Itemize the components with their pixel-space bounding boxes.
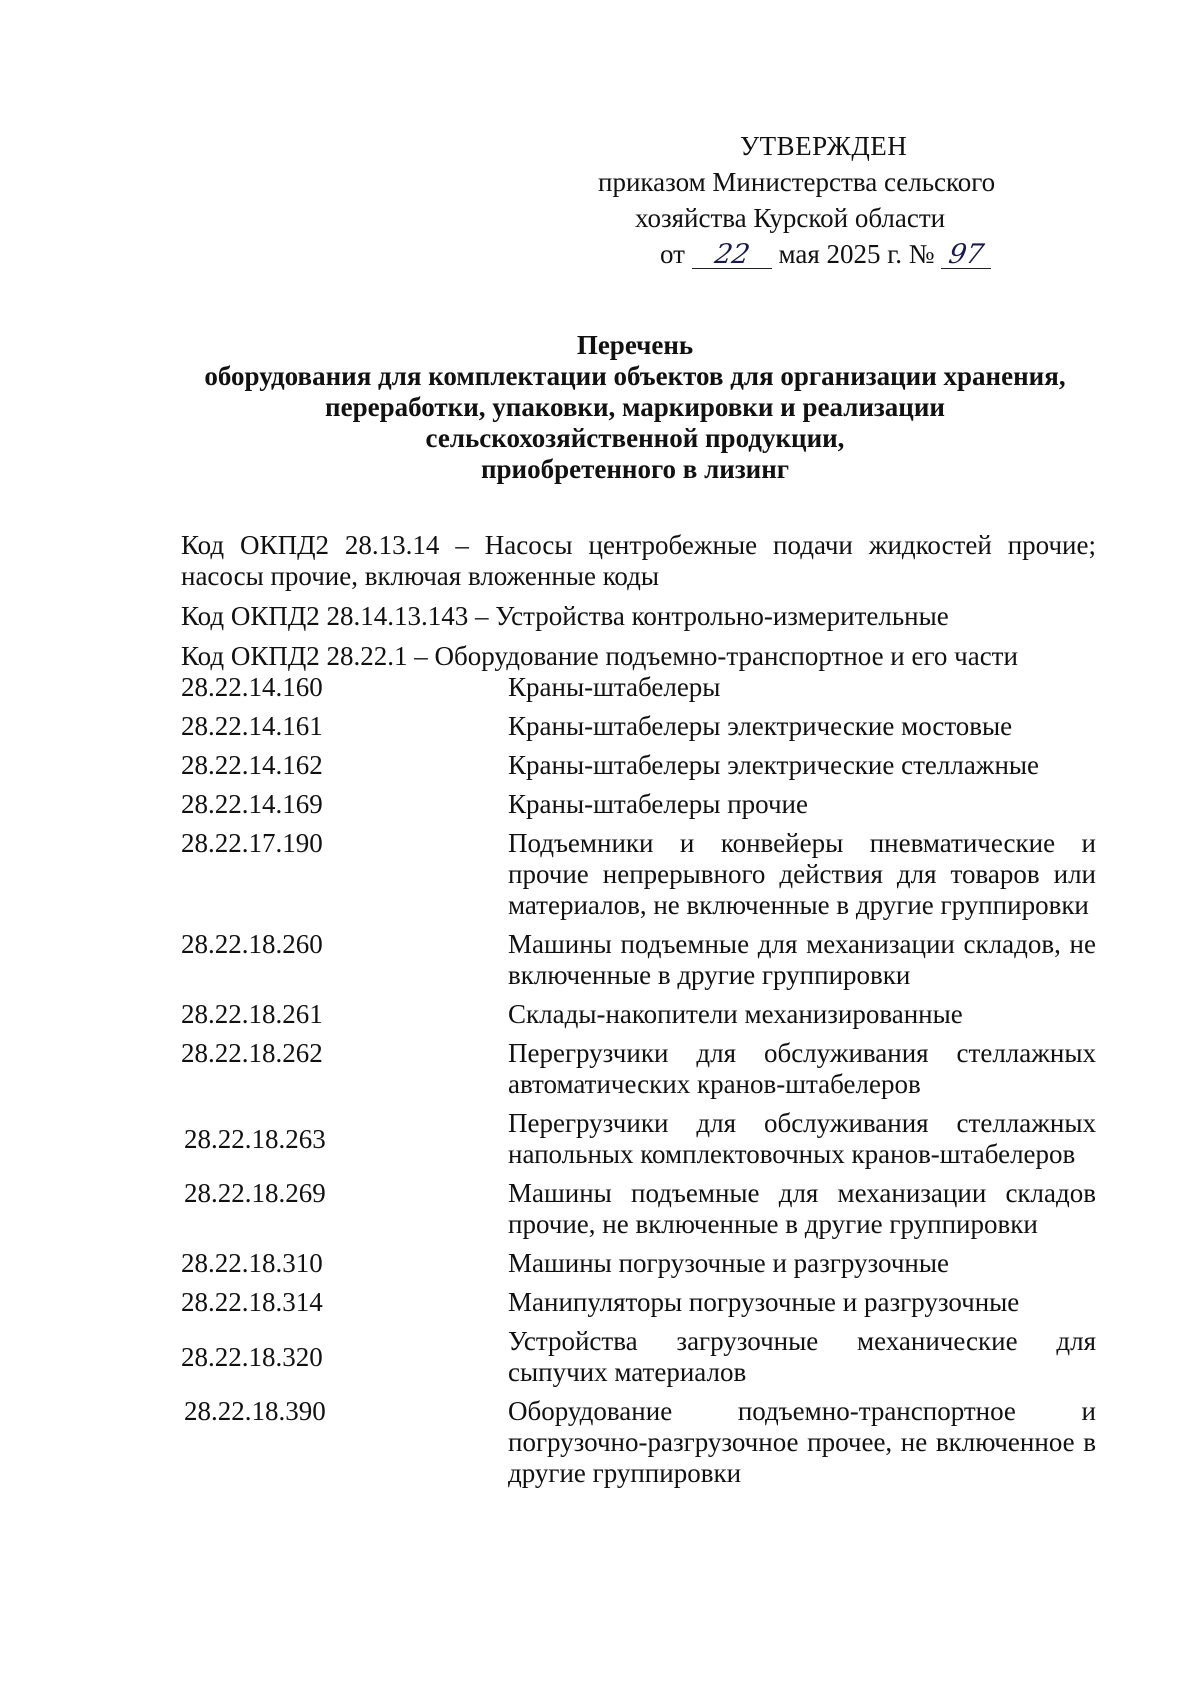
document-title <box>0 330 1200 485</box>
list-item <box>181 750 1096 781</box>
item-description: Машины погрузочные и разгрузочные <box>508 1248 949 1278</box>
list-item <box>181 828 1096 921</box>
equipment-list <box>181 672 1096 1497</box>
title-line-2: оборудования для комплектации объектов для организации хранения, <box>204 361 1066 391</box>
month-year: мая 2025 г. № <box>778 239 935 269</box>
item-description: Машины подъемные для механизации складов, не включенные в другие группировки <box>508 929 1096 990</box>
item-description: Манипуляторы погрузочные и разгрузочные <box>508 1287 1020 1317</box>
item-code: 28.22.14.169 <box>181 789 323 819</box>
approval-block <box>580 128 1060 272</box>
title-line-1: Перечень <box>576 330 694 360</box>
okpd-code-paragraph: Код ОКПД2 28.22.1 – Оборудование подъемно-транспортное и его части <box>181 641 1018 671</box>
list-item <box>181 1396 1096 1489</box>
list-item <box>181 929 1096 991</box>
list-item <box>181 1178 1096 1240</box>
list-item <box>181 999 1096 1030</box>
item-description: Перегрузчики для обслуживания стеллажных напольных комплектовочных кранов-штабелеров <box>508 1108 1096 1169</box>
approval-ministry-line: хозяйства Курской области <box>635 203 946 233</box>
list-item <box>181 711 1096 742</box>
date-prefix: от <box>660 239 685 269</box>
title-line-5: приобретенного в лизинг <box>480 454 790 484</box>
item-code: 28.22.14.160 <box>181 672 323 702</box>
item-description: Устройства загрузочные механические для сыпучих материалов <box>508 1326 1096 1387</box>
item-code: 28.22.18.261 <box>181 999 323 1029</box>
item-code: 28.22.18.269 <box>184 1178 326 1208</box>
list-item <box>181 1108 1096 1170</box>
okpd-code-paragraph: Код ОКПД2 28.14.13.143 – Устройства контрольно-измерительные <box>181 601 949 631</box>
title-line-4: сельскохозяйственной продукции, <box>425 423 845 453</box>
list-item <box>181 1038 1096 1100</box>
item-code: 28.22.18.260 <box>181 929 323 959</box>
item-description: Краны-штабелеры прочие <box>508 789 808 819</box>
item-description: Краны-штабелеры <box>508 672 721 702</box>
list-item <box>181 1248 1096 1279</box>
handwritten-day: 22 <box>711 239 752 270</box>
list-item <box>181 672 1096 703</box>
item-description: Перегрузчики для обслуживания стеллажных автоматических кранов-штабелеров <box>508 1038 1096 1099</box>
list-item <box>181 1326 1096 1388</box>
title-line-3: переработки, упаковки, маркировки и реализации <box>325 392 945 422</box>
item-description: Подъемники и конвейеры пневматические и прочие непрерывного действия для товаров или материалов, не включенные в другие группировки <box>508 828 1096 920</box>
item-description: Оборудование подъемно-транспортное и погрузочно-разгрузочное прочее, не включенное в другие группировки <box>508 1396 1096 1488</box>
okpd-code-paragraph: Код ОКПД2 28.13.14 – Насосы центробежные подачи жидкостей прочие; насосы прочие, включая вложенные коды <box>181 530 1096 591</box>
item-code: 28.22.18.263 <box>184 1123 326 1154</box>
item-code: 28.22.18.314 <box>181 1287 323 1317</box>
list-item <box>181 789 1096 820</box>
item-description: Машины подъемные для механизации складов прочие, не включенные в другие группировки <box>508 1178 1096 1239</box>
approval-date-line <box>580 236 1060 272</box>
item-description: Краны-штабелеры электрические мостовые <box>508 711 1013 741</box>
okpd-codes-section <box>181 530 1096 681</box>
day-blank <box>692 236 772 269</box>
item-code: 28.22.14.162 <box>181 750 323 780</box>
item-code: 28.22.14.161 <box>181 711 323 741</box>
handwritten-number: 97 <box>946 239 987 270</box>
approval-title: УТВЕРЖДЕН <box>740 131 908 161</box>
item-code: 28.22.18.390 <box>184 1396 326 1426</box>
item-code: 28.22.18.262 <box>181 1038 323 1068</box>
number-blank <box>941 236 991 269</box>
item-code: 28.22.17.190 <box>181 828 323 858</box>
approval-order-line: приказом Министерства сельского <box>598 167 996 197</box>
item-description: Краны-штабелеры электрические стеллажные <box>508 750 1040 780</box>
list-item <box>181 1287 1096 1318</box>
item-description: Склады-накопители механизированные <box>508 999 963 1029</box>
item-code: 28.22.18.320 <box>181 1341 323 1372</box>
item-code: 28.22.18.310 <box>181 1248 323 1278</box>
